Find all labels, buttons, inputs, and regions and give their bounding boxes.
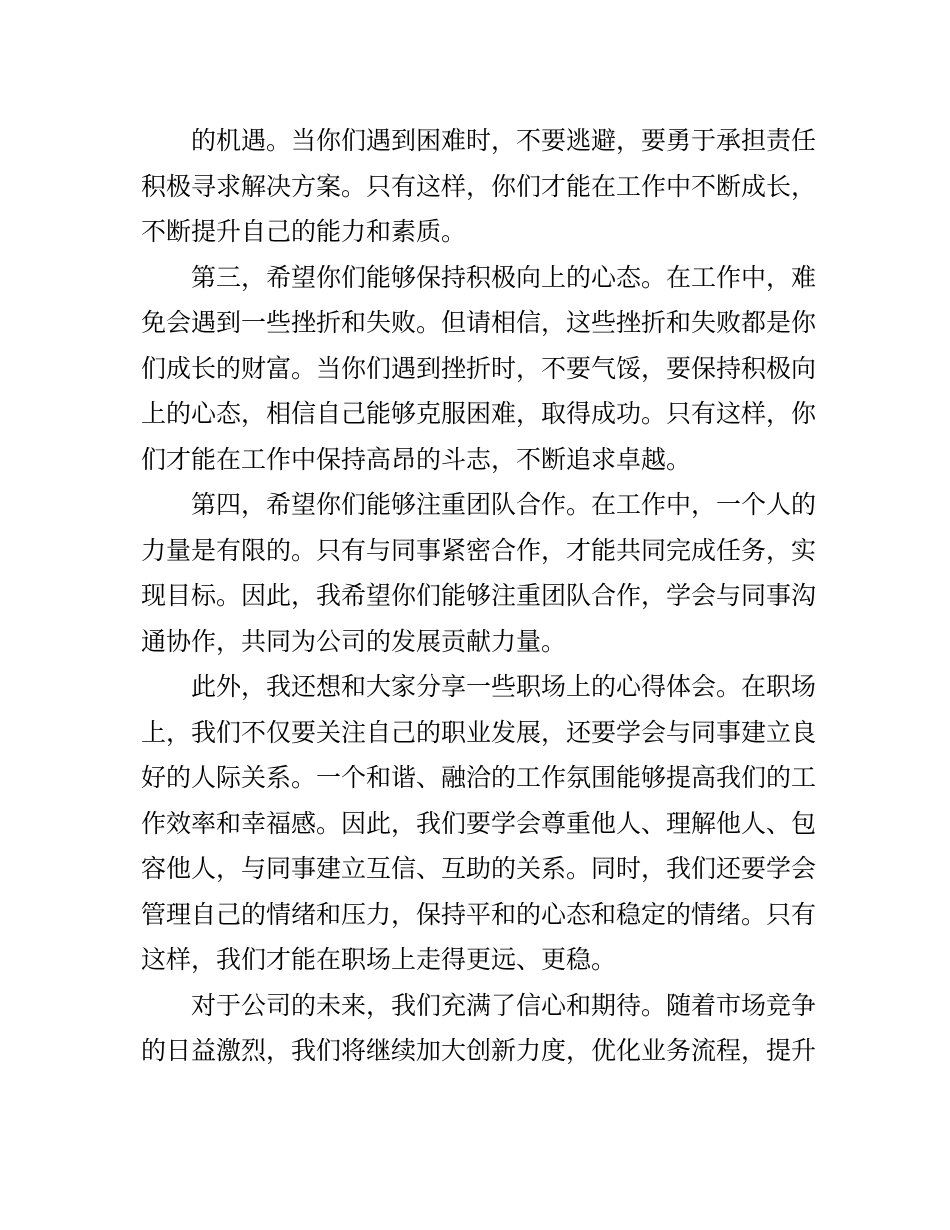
text-line: 上，我们不仅要关注自己的职业发展，还要学会与同事建立良 (141, 717, 817, 747)
text-line: 第四，希望你们能够注重团队合作。在工作中，一个人的 (141, 490, 817, 519)
text-line: 好的人际关系。一个和谐、融洽的工作氛围能够提高我们的工 (141, 763, 817, 792)
text-line: 们才能在工作中保持高昂的斗志，不断追求卓越。 (141, 444, 692, 474)
text-line: 们成长的财富。当你们遇到挫折时，不要气馁，要保持积极向 (141, 353, 817, 383)
text-line: 积极寻求解决方案。只有这样，你们才能在工作中不断成长， (141, 171, 817, 201)
text-line: 通协作，共同为公司的发展贡献力量。 (141, 626, 567, 656)
text-line: 容他人，与同事建立互信、互助的关系。同时，我们还要学会 (141, 854, 817, 883)
text-line: 不断提升自己的能力和素质。 (141, 217, 467, 246)
text-line: 上的心态，相信自己能够克服困难，取得成功。只有这样，你 (141, 399, 817, 428)
text-line: 第三，希望你们能够保持积极向上的心态。在工作中，难 (141, 262, 817, 292)
text-line: 管理自己的情绪和压力，保持平和的心态和稳定的情绪。只有 (141, 899, 817, 929)
body-text (141, 118, 817, 1074)
text-line: 对于公司的未来，我们充满了信心和期待。随着市场竞争 (141, 990, 817, 1020)
text-line: 的机遇。当你们遇到困难时，不要逃避，要勇于承担责任 (141, 126, 817, 155)
text-line: 这样，我们才能在职场上走得更远、更稳。 (141, 945, 617, 974)
text-line: 作效率和幸福感。因此，我们要学会尊重他人、理解他人、包 (141, 808, 817, 838)
text-line: 力量是有限的。只有与同事紧密合作，才能共同完成任务，实 (141, 535, 817, 565)
text-line: 此外，我还想和大家分享一些职场上的心得体会。在职场 (141, 672, 817, 701)
text-line: 免会遇到一些挫折和失败。但请相信，这些挫折和失败都是你 (141, 308, 817, 337)
text-line: 现目标。因此，我希望你们能够注重团队合作，学会与同事沟 (141, 581, 817, 610)
text-line: 的日益激烈，我们将继续加大创新力度，优化业务流程，提升 (141, 1036, 817, 1065)
